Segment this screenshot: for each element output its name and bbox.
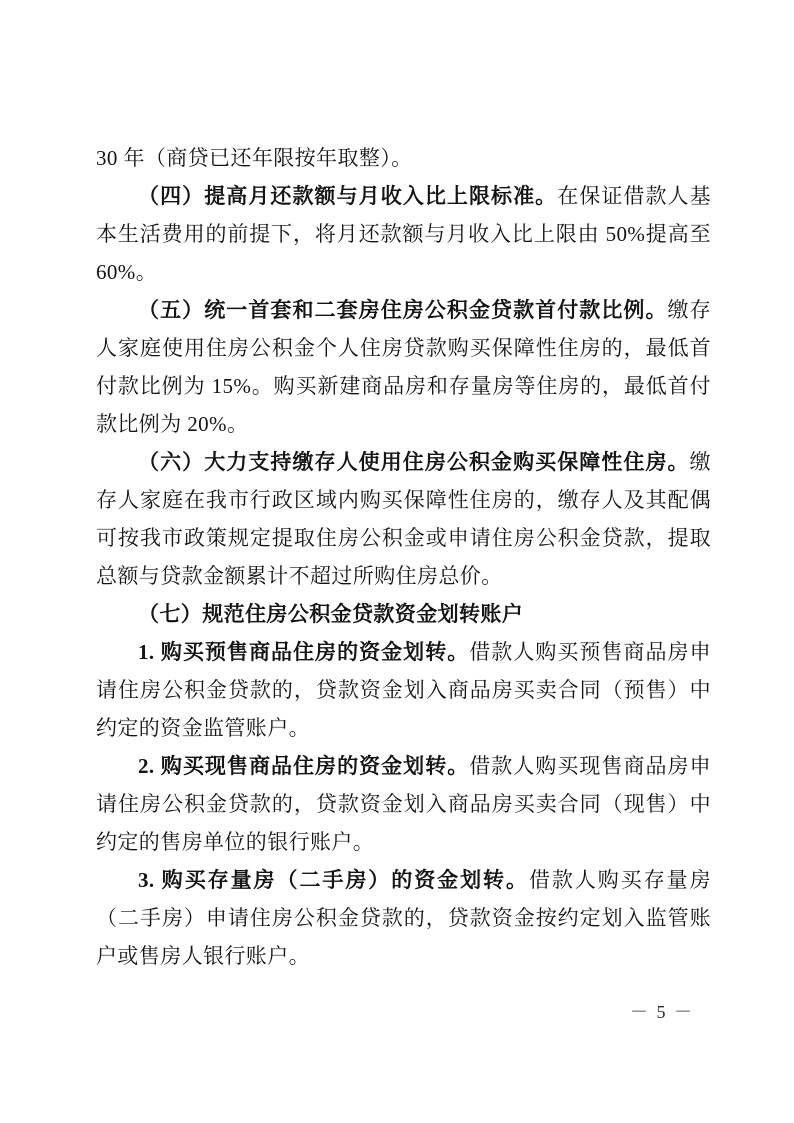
section-heading-bold: （六）大力支持缴存人使用住房公积金购买保障性住房。 [138, 450, 690, 474]
paragraph-text: 缴存人家庭使用住房公积金个人住房贷款购买保障性住房的，最低首付款比例为 15%。购买新建商品房和存量房等住房的，最低首付款比例为 20%。 [96, 298, 711, 436]
paragraph-item-3 [96, 861, 711, 975]
section-heading-bold: （七）规范住房公积金贷款资金划转账户 [138, 602, 524, 626]
paragraph-section-5 [96, 291, 711, 443]
section-heading-bold: （四）提高月还款额与月收入比上限标准。 [138, 184, 558, 208]
page-number: － 5 － [630, 1002, 694, 1022]
paragraph-item-1 [96, 633, 711, 747]
paragraph-section-7 [96, 595, 711, 633]
item-heading-bold: 3. 购买存量房（二手房）的资金划转。 [138, 868, 529, 892]
item-heading-bold: 1. 购买预售商品住房的资金划转。 [138, 640, 470, 664]
paragraph-section-6 [96, 443, 711, 595]
paragraph-text: 借款人购买现售商品房申请住房公积金贷款的，贷款资金划入商品房买卖合同（现售）中约定的售房单位的银行账户。 [96, 754, 711, 854]
paragraph-text: 缴存人家庭在我市行政区域内购买保障性住房的，缴存人及其配偶可按我市政策规定提取住房公积金或申请住房公积金贷款，提取总额与贷款金额累计不超过所购住房总价。 [96, 450, 711, 588]
paragraph-text: 在保证借款人基本生活费用的前提下，将月还款额与月收入比上限由 50%提高至 60%。 [96, 184, 711, 284]
paragraph-item-2 [96, 747, 711, 861]
paragraph-continuation [96, 139, 711, 177]
paragraph-text: 30 年（商贷已还年限按年取整）。 [96, 146, 413, 170]
paragraph-text: 借款人购买预售商品房申请住房公积金贷款的，贷款资金划入商品房买卖合同（预售）中约定的资金监管账户。 [96, 640, 711, 740]
document-body [96, 139, 711, 975]
paragraph-section-4 [96, 177, 711, 291]
section-heading-bold: （五）统一首套和二套房住房公积金贷款首付款比例。 [138, 298, 668, 322]
item-heading-bold: 2. 购买现售商品住房的资金划转。 [138, 754, 470, 778]
page-footer [630, 1000, 694, 1024]
paragraph-text: 借款人购买存量房（二手房）申请住房公积金贷款的，贷款资金按约定划入监管账户或售房人银行账户。 [96, 868, 711, 968]
